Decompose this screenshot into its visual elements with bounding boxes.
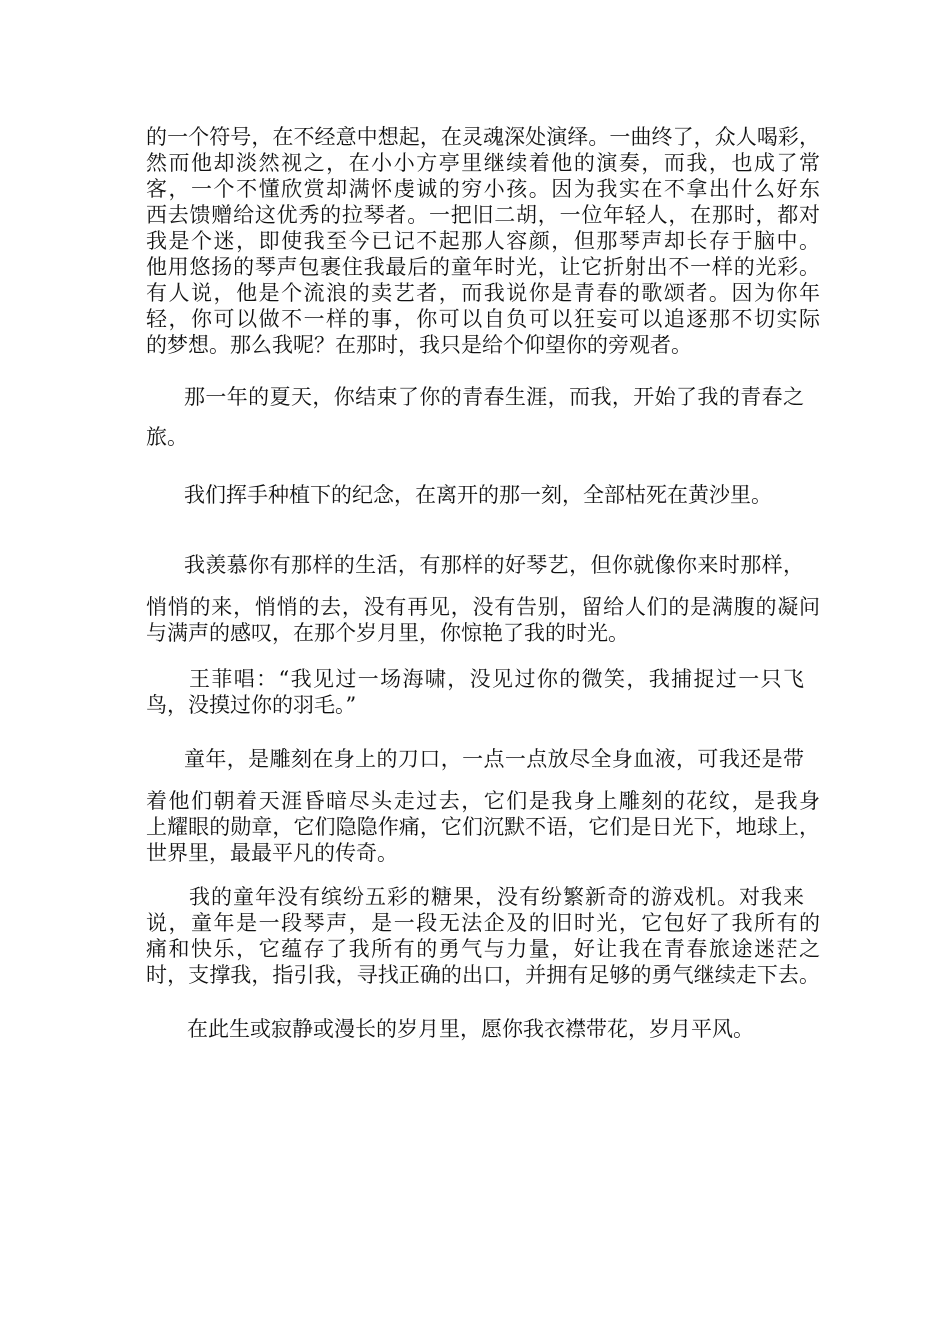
text-line: 鸟，没摸过你的羽毛。”: [146, 693, 357, 717]
text-line: 他用悠扬的琴声包裹住我最后的童年时光，让它折射出不一样的光彩。: [146, 255, 820, 279]
text-line: 时，支撑我，指引我，寻找正确的出口，并拥有足够的勇气继续走下去。: [146, 963, 820, 987]
text-line: 的梦想。那么我呢？在那时，我只是给个仰望你的旁观者。: [146, 333, 692, 357]
text-line: 的一个符号，在不经意中想起，在灵魂深处演绎。一曲终了，众人喝彩，: [146, 125, 820, 149]
paragraph-first-line: 童年，是雕刻在身上的刀口，一点一点放尽全身血液，可我还是带: [184, 747, 804, 771]
text-line: 我是个迷，即使我至今已记不起那人容颜，但那琴声却长存于脑中。: [146, 229, 820, 253]
text-line: 客，一个不懂欣赏却满怀虔诚的穷小孩。因为我实在不拿出什么好东: [146, 177, 820, 201]
paragraph-first-line: 王菲唱：“我见过一场海啸，没见过你的微笑，我捕捉过一只飞: [189, 667, 804, 691]
text-line: 旅。: [146, 425, 188, 449]
text-line: 轻，你可以做不一样的事，你可以自负可以狂妄可以追逐那不切实际: [146, 307, 820, 331]
text-line: 痛和快乐，它蕴存了我所有的勇气与力量，好让我在青春旅途迷茫之: [146, 937, 820, 961]
paragraph-first-line: 我的童年没有缤纷五彩的糖果，没有纷繁新奇的游戏机。对我来: [189, 885, 804, 909]
text-line: 上耀眼的勋章，它们隐隐作痛，它们沉默不语，它们是日光下，地球上，: [146, 815, 820, 839]
paragraph-first-line: 我羡慕你有那样的生活，有那样的好琴艺，但你就像你来时那样，: [184, 553, 804, 577]
text-line: 悄悄的来，悄悄的去，没有再见，没有告别，留给人们的是满腹的凝问: [146, 595, 820, 619]
text-line: 说，童年是一段琴声，是一段无法企及的旧时光，它包好了我所有的: [146, 911, 820, 935]
text-line: 然而他却淡然视之，在小小方亭里继续着他的演奏，而我，也成了常: [146, 151, 820, 175]
text-line: 有人说，他是个流浪的卖艺者，而我说你是青春的歌颂者。因为你年: [146, 281, 820, 305]
text-line: 着他们朝着天涯昏暗尽头走过去，它们是我身上雕刻的花纹，是我身: [146, 789, 820, 813]
text-line: 世界里，最最平凡的传奇。: [146, 841, 398, 865]
text-line: 与满声的感叹，在那个岁月里，你惊艳了我的时光。: [146, 621, 629, 645]
text-line: 西去馈赠给这优秀的拉琴者。一把旧二胡，一位年轻人，在那时，都对: [146, 203, 820, 227]
paragraph-first-line: 在此生或寂静或漫长的岁月里，愿你我衣襟带花，岁月平风。: [187, 1017, 754, 1041]
paragraph-first-line: 那一年的夏天，你结束了你的青春生涯，而我，开始了我的青春之: [184, 385, 804, 409]
paragraph-first-line: 我们挥手种植下的纪念，在离开的那一刻，全部枯死在黄沙里。: [184, 483, 772, 507]
